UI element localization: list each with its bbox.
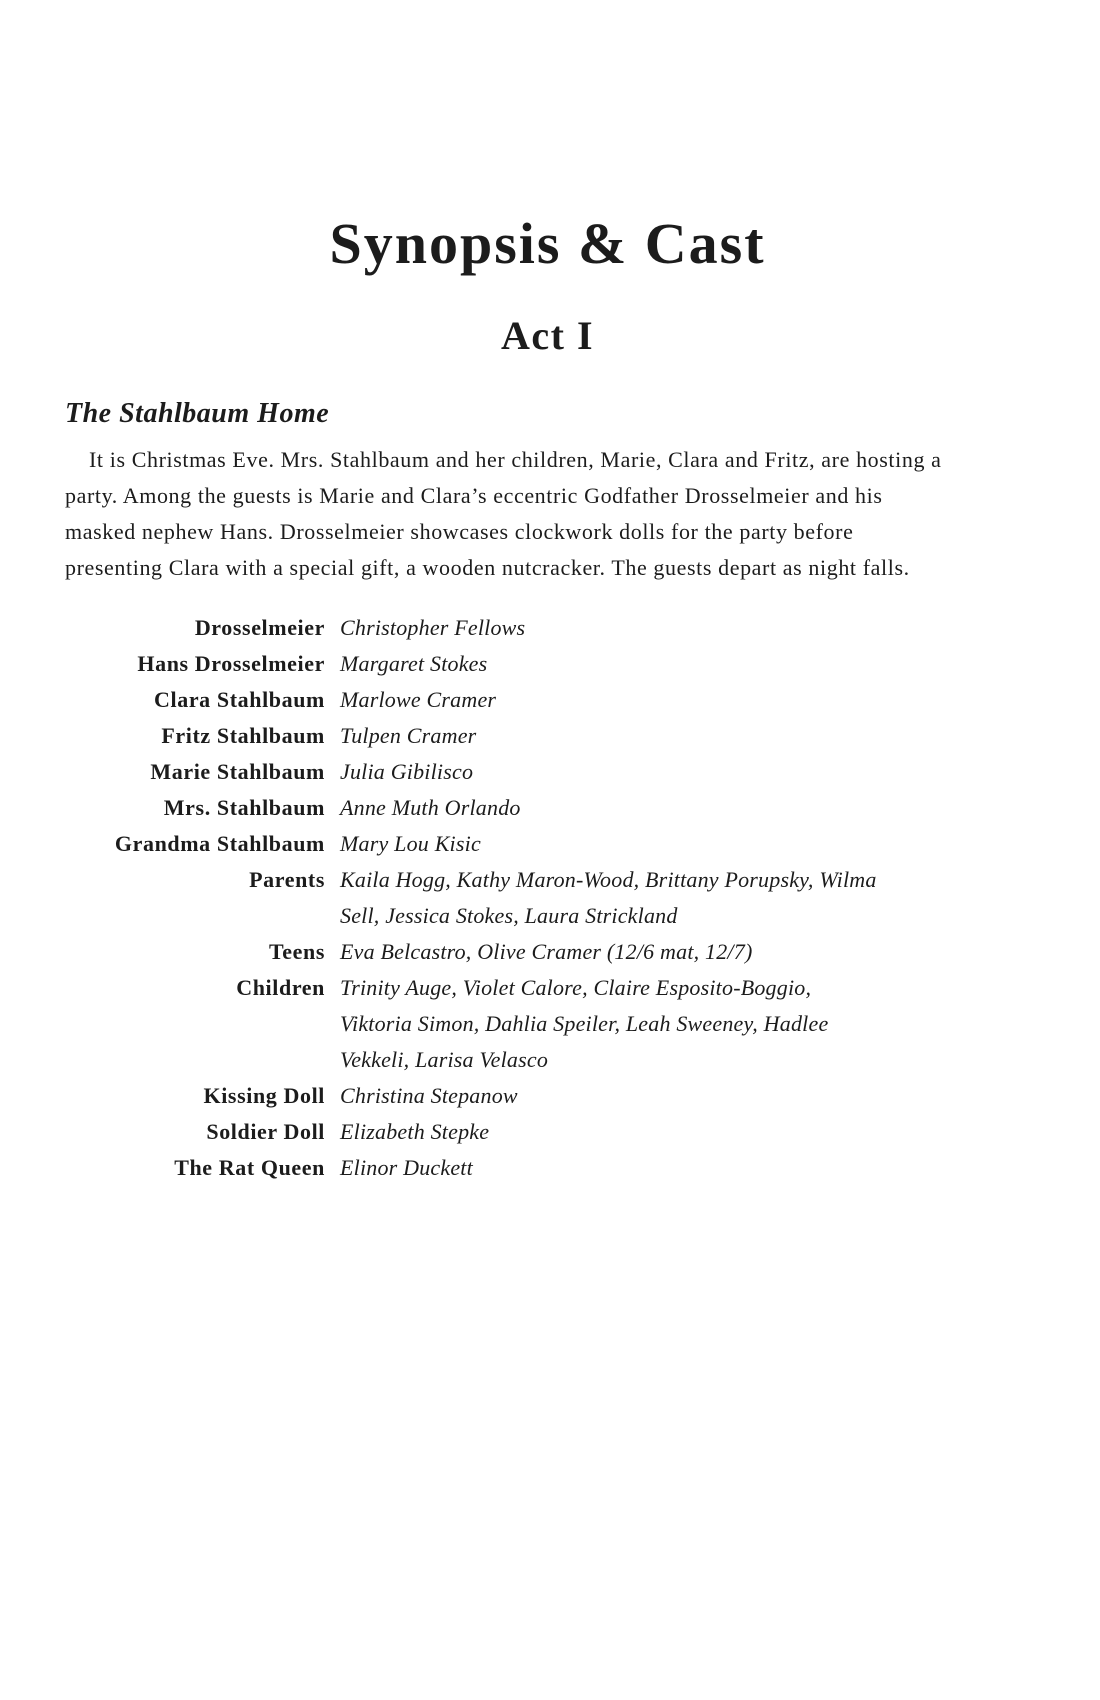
cast-role: Drosselmeier — [194, 614, 325, 640]
cast-names: Elizabeth Stepke — [340, 1118, 490, 1144]
section-heading: The Stahlbaum Home — [65, 397, 330, 429]
cast-names: Julia Gibilisco — [340, 758, 474, 784]
cast-names: Tulpen Cramer — [340, 722, 477, 748]
cast-names: Christina Stepanow — [340, 1082, 518, 1108]
page-title: Synopsis & Cast — [329, 211, 766, 276]
cast-role: Grandma Stahlbaum — [114, 830, 325, 856]
cast-names: Trinity Auge, Violet Calore, Claire Esposito-Boggio, Viktoria Simon, Dahlia Speiler, Leah Sweeney, Hadlee Vekkeli, Larisa Velasco — [340, 974, 829, 1072]
cast-role: Kissing Doll — [203, 1082, 325, 1108]
cast-names: Christopher Fellows — [340, 614, 526, 640]
cast-names: Elinor Duckett — [340, 1154, 473, 1180]
cast-role: Soldier Doll — [206, 1118, 325, 1144]
cast-role: Fritz Stahlbaum — [161, 722, 325, 748]
cast-role: Marie Stahlbaum — [150, 758, 325, 784]
cast-names: Marlowe Cramer — [340, 686, 497, 712]
cast-role: Parents — [249, 866, 325, 892]
cast-names: Mary Lou Kisic — [340, 830, 481, 856]
act-heading: Act I — [500, 312, 595, 358]
cast-role: The Rat Queen — [174, 1154, 325, 1180]
cast-names: Kaila Hogg, Kathy Maron-Wood, Brittany Porupsky, Wilma Sell, Jessica Stokes, Laura Strickland — [340, 866, 877, 928]
cast-role: Teens — [269, 938, 325, 964]
cast-role: Hans Drosselmeier — [137, 650, 325, 676]
cast-names: Eva Belcastro, Olive Cramer (12/6 mat, 12/7) — [340, 938, 753, 964]
cast-role: Children — [236, 974, 325, 1000]
synopsis-paragraph: It is Christmas Eve. Mrs. Stahlbaum and her children, Marie, Clara and Fritz, are hosting a party. Among the guests is Marie and Clara’s eccentric Godfather Drosselmeier and his masked nephew Hans. Drosselmeier showcases clockwork dolls for the party before presenting Clara with a special gift, a wooden nutcracker. The guests depart as night falls. — [65, 446, 942, 580]
cast-names: Anne Muth Orlando — [340, 794, 521, 820]
cast-role: Clara Stahlbaum — [154, 686, 325, 712]
cast-names: Margaret Stokes — [340, 650, 488, 676]
cast-role: Mrs. Stahlbaum — [163, 794, 325, 820]
cast-list — [65, 610, 1030, 1186]
